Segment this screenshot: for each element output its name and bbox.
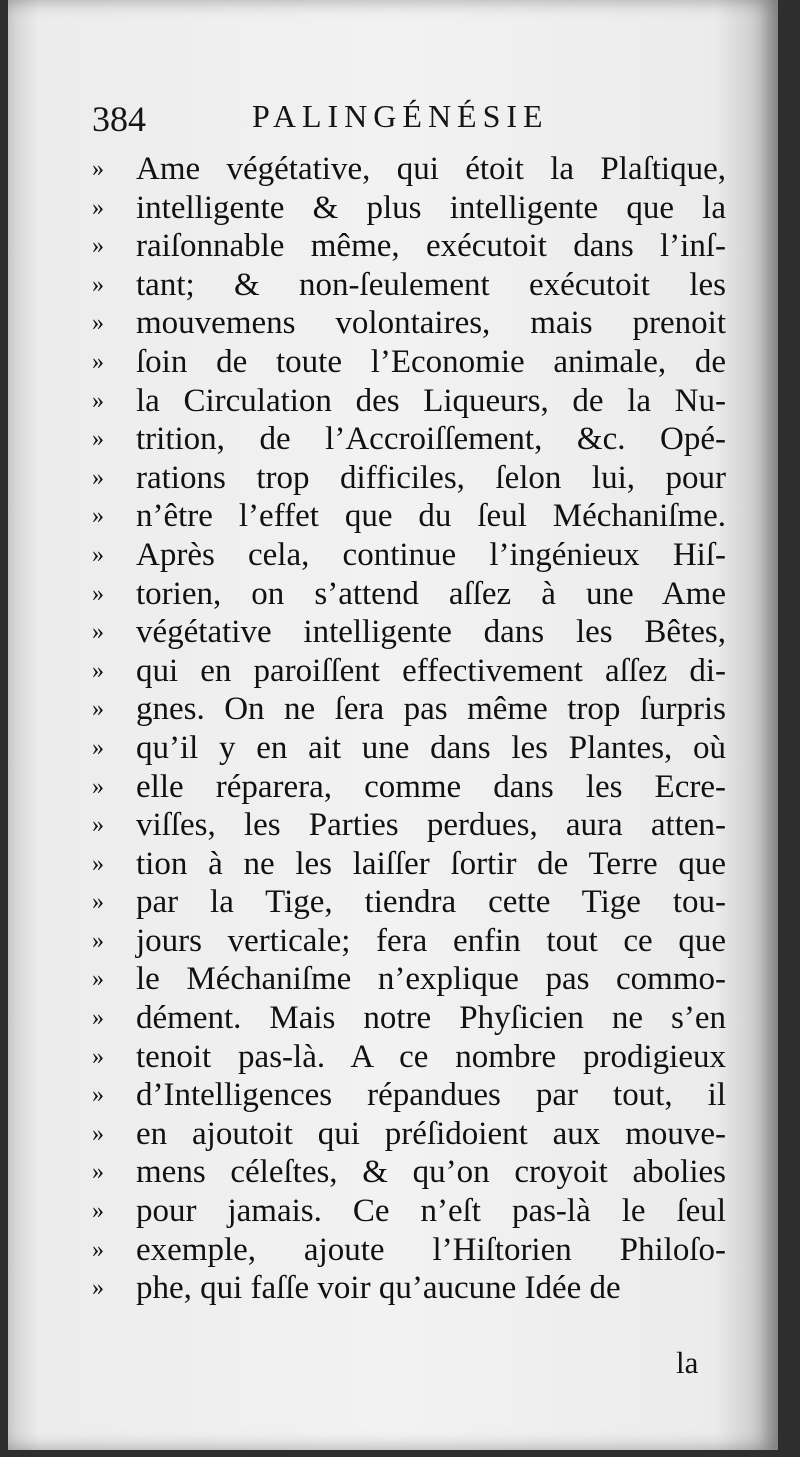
text-line [92, 613, 732, 652]
quotation-marker: » [92, 194, 104, 221]
body-text [92, 150, 732, 1308]
text-line [92, 227, 732, 266]
quotation-marker: » [92, 619, 104, 646]
quotation-marker: » [92, 1005, 104, 1032]
line-text: phe, qui faſſe voir qu’aucune Idée de [136, 1270, 621, 1307]
text-line [92, 382, 732, 421]
line-text: le Méchaniſme n’explique pas commo- [136, 961, 726, 998]
quotation-marker: » [92, 271, 104, 298]
quotation-marker: » [92, 1120, 104, 1147]
catchword: la [676, 1345, 699, 1380]
quotation-marker: » [92, 696, 104, 723]
text-line [92, 729, 732, 768]
text-line [92, 883, 732, 922]
quotation-marker: » [92, 773, 104, 800]
quotation-marker: » [92, 464, 104, 491]
line-text: tion à ne les laiſſer ſortir de Terre que [136, 845, 726, 882]
line-text: pour jamais. Ce n’eſt pas-là le ſeul [136, 1193, 726, 1230]
line-text: la Circulation des Liqueurs, de la Nu- [136, 382, 726, 419]
text-line [92, 150, 732, 189]
page-number: 384 [92, 99, 146, 139]
text-line [92, 806, 732, 845]
line-text: exemple, ajoute l’Hiſtorien Philoſo- [136, 1231, 726, 1268]
quotation-marker: » [92, 310, 104, 337]
quotation-marker: » [92, 541, 104, 568]
text-line [92, 304, 732, 343]
line-text: en ajoutoit qui préſidoient aux mouve- [136, 1115, 726, 1152]
quotation-marker: » [92, 387, 104, 414]
line-text: jours verticale; fera enfin tout ce que [136, 922, 726, 959]
line-text: dément. Mais notre Phyſicien ne s’en [136, 1000, 726, 1037]
line-text: elle réparera, comme dans les Ecre- [136, 768, 726, 805]
line-text: n’être l’effet que du ſeul Méchaniſme. [136, 498, 726, 535]
text-line [92, 1192, 732, 1231]
quotation-marker: » [92, 233, 104, 260]
text-line [92, 690, 732, 729]
line-text: tenoit pas-là. A ce nombre prodigieux [136, 1038, 726, 1075]
quotation-marker: » [92, 657, 104, 684]
quotation-marker: » [92, 348, 104, 375]
quotation-marker: » [92, 1159, 104, 1186]
text-line [92, 1231, 732, 1270]
line-text: gnes. On ne ſera pas même trop ſurpris [136, 691, 726, 728]
line-text: Ame végétative, qui étoit la Plaſtique, [136, 151, 726, 187]
text-line [92, 497, 732, 536]
text-line [92, 1269, 732, 1308]
text-line [92, 459, 732, 498]
quotation-marker: » [92, 734, 104, 761]
text-line [92, 1115, 732, 1154]
quotation-marker: » [92, 966, 104, 993]
text-line [92, 922, 732, 961]
line-text: qui en paroiſſent effectivement aſſez di- [136, 652, 726, 689]
quotation-marker: » [92, 1043, 104, 1070]
line-text: trition, de l’Accroiſſement, &c. Opé- [136, 421, 726, 458]
text-line [92, 652, 732, 691]
text-line [92, 420, 732, 459]
quotation-marker: » [92, 156, 104, 182]
text-line [92, 1038, 732, 1077]
quotation-marker: » [92, 1236, 104, 1263]
quotation-marker: » [92, 426, 104, 453]
text-line [92, 189, 732, 228]
line-text: torien, on s’attend aſſez à une Ame [136, 575, 726, 612]
quotation-marker: » [92, 927, 104, 954]
line-text: par la Tige, tiendra cette Tige tou- [136, 884, 726, 921]
line-text: tant; & non-ſeulement exécutoit les [136, 266, 726, 303]
text-line [92, 1076, 732, 1115]
text-line [92, 536, 732, 575]
line-text: intelligente & plus intelligente que la [136, 189, 726, 226]
line-text: ſoin de toute l’Economie animale, de [136, 343, 726, 380]
line-text: Après cela, continue l’ingénieux Hiſ- [136, 536, 726, 573]
quotation-marker: » [92, 812, 104, 839]
page-header [92, 98, 712, 138]
quotation-marker: » [92, 1275, 104, 1302]
text-line [92, 845, 732, 884]
line-text: raiſonnable même, exécutoit dans l’inſ- [136, 228, 726, 265]
line-text: d’Intelligences répandues par tout, il [136, 1077, 726, 1114]
line-text: rations trop difficiles, ſelon lui, pour [136, 459, 726, 496]
text-line [92, 343, 732, 382]
quotation-marker: » [92, 503, 104, 530]
text-line [92, 1153, 732, 1192]
line-text: végétative intelligente dans les Bêtes, [136, 614, 726, 651]
text-line [92, 266, 732, 305]
text-line [92, 575, 732, 614]
text-line [92, 960, 732, 999]
text-line [92, 999, 732, 1038]
book-page [8, 0, 778, 1450]
running-title: PALINGÉNÉSIE [252, 98, 549, 134]
line-text: viſſes, les Parties perdues, aura atten- [136, 807, 726, 844]
line-text: mens céleſtes, & qu’on croyoit abolies [136, 1154, 726, 1191]
line-text: qu’il y en ait une dans les Plantes, où [136, 729, 726, 766]
quotation-marker: » [92, 1198, 104, 1225]
quotation-marker: » [92, 580, 104, 607]
quotation-marker: » [92, 850, 104, 877]
text-line [92, 768, 732, 807]
quotation-marker: » [92, 1082, 104, 1109]
quotation-marker: » [92, 889, 104, 916]
line-text: mouvemens volontaires, mais prenoit [136, 305, 726, 342]
